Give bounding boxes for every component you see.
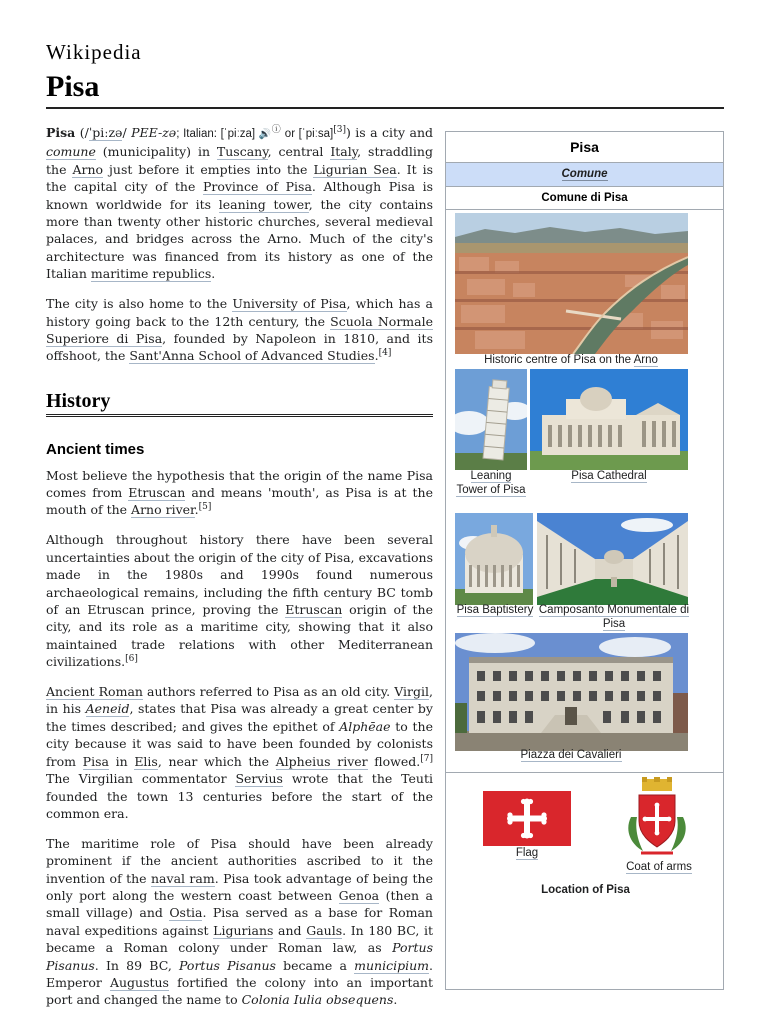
link-maritime-republics[interactable]: maritime republics [90,266,212,282]
link-arno-caption[interactable]: Arno [633,354,658,366]
infobox-official-name: Comune di Pisa [446,187,723,210]
link-alpheius-river[interactable]: Alpheius river [275,753,368,769]
camposanto-photo[interactable] [537,513,688,605]
infobox-title: Pisa [446,132,723,163]
intro-paragraph: Pisa (/ˈpiːzə/ PEE-zə; Italian: [ˈpiːza] 🔊ⓘ or [ˈpiːsa][3]) is a city and comune (municipality) in Tuscany, central Italy, straddling the Arno just before it empties into the Ligurian Sea. It is the capital city of the Province of Pisa. Although Pisa is known worldwide for its leaning tower, the city contains more than twenty other historic churches, several medieval palaces, and bridges across the Arno. Much of the city's architecture was financed from its history as one of the Italian maritime republics. [46,124,434,282]
link-ligurian-sea[interactable]: Ligurian Sea [313,161,397,177]
infobox [445,131,724,990]
piazza-cavalieri-image [455,633,688,751]
baptistery-photo[interactable] [455,513,533,605]
tower-photo[interactable] [455,369,527,470]
article-body [46,124,433,1021]
link-genoa[interactable]: Genoa [338,888,380,904]
link-flag-caption[interactable]: Flag [515,847,539,859]
cathedral-image [530,369,688,470]
link-leaning-tower-caption[interactable]: Leaning Tower of Pisa [456,470,526,496]
coat-of-arms-image[interactable] [623,777,691,859]
paragraph-name-origin: Most believe the hypothesis that the origin of the name Pisa comes from Etruscan and means 'mouth', as Pisa is at the mouth of the Arno river.[5] [46,467,433,518]
infobox-divider [446,772,723,773]
audio-info-icon[interactable]: ⓘ [271,124,282,135]
citation-5[interactable]: [5] [198,502,212,513]
link-augustus[interactable]: Augustus [109,975,169,991]
link-ligurians[interactable]: Ligurians [213,922,274,938]
link-comune-type[interactable]: Comune [561,168,608,180]
link-cathedral-caption[interactable]: Pisa Cathedral [571,470,647,482]
citation-6[interactable]: [6] [125,654,138,664]
paragraph-roman-authors: Ancient Roman authors referred to Pisa as an old city. Virgil, in his Aeneid, states that Pisa was already a great center by the times described; and gives the epithet of Alphēae to the city because it was said to have been founded by colonists from Pisa in Elis, near which the Alpheius river flowed.[7] The Virgilian commentator Servius wrote that the Teuti founded the town 13 centuries before the start of the common era. [46,684,433,821]
cavalieri-photo[interactable] [455,633,688,751]
leaning-tower-image [455,369,527,470]
baptistery-image [455,513,533,605]
link-gauls[interactable]: Gauls [306,922,343,938]
section-heading-history: History [46,393,433,417]
infobox-subtitle [446,163,723,187]
link-scuola-normale[interactable]: Scuola Normale Superiore di Pisa [46,313,433,346]
link-santanna-school[interactable]: Sant'Anna School of Advanced Studies [129,348,375,364]
page-title: Pisa [46,70,100,103]
link-virgil[interactable]: Virgil [394,684,430,700]
link-servius[interactable]: Servius [235,771,283,787]
link-coat-of-arms-caption[interactable]: Coat of arms [626,861,692,873]
cathedral-photo[interactable] [530,369,688,470]
caption-flag [483,847,571,861]
link-pisa-greece[interactable]: Pisa [82,753,109,769]
caption-coat-of-arms [614,861,704,875]
panorama-image [455,213,688,354]
panorama-photo[interactable] [455,213,688,354]
link-camposanto-caption[interactable]: Camposanto Monumentale di Pisa [538,604,690,630]
link-elis[interactable]: Elis [134,753,158,769]
link-italy[interactable]: Italy [330,144,358,160]
link-cavalieri-caption[interactable]: Piazza dei Cavalieri [520,749,622,761]
citation-3[interactable]: [3] [333,124,346,135]
link-etruscan[interactable]: Etruscan [128,485,186,500]
link-etruscan-2[interactable]: Etruscan [285,601,343,617]
flag-image[interactable] [483,791,571,846]
link-baptistery-caption[interactable]: Pisa Baptistery [456,604,534,616]
caption-baptistery [455,604,535,618]
caption-cavalieri [446,749,696,763]
link-arno[interactable]: Arno [72,161,104,177]
title-divider [46,107,724,109]
caption-tower [456,470,526,497]
citation-7[interactable]: [7] [420,753,433,764]
citation-4[interactable]: [4] [378,348,392,359]
coat-of-arms-emblem [623,777,691,859]
link-ostia[interactable]: Ostia [169,905,203,921]
caption-panorama: Historic centre of Pisa on the Arno [484,354,658,366]
link-tuscany[interactable]: Tuscany [216,144,268,160]
caption-camposanto [534,604,694,631]
link-naval-ram[interactable]: naval ram [151,870,215,886]
link-ancient-roman[interactable]: Ancient Roman [46,684,143,700]
paragraph-maritime-role: The maritime role of Pisa should have been already prominent if the ancient authorities ascribed to it the invention of the naval ram. Pisa took advantage of being the only port along the western coast between Genoa (then a small village) and Ostia. Pisa served as a base for Roman naval expeditions against Ligurians and Gauls. In 180 BC, it became a Roman colony under Roman law, as Portus Pisanus. In 89 BC, Portus Pisanus became a municipium. Emperor Augustus fortified the colony into an important port and changed the name to Colonia Iulia obsequens. [46,835,433,1008]
speaker-icon[interactable]: 🔊 [258,129,272,140]
link-university-of-pisa[interactable]: University of Pisa [232,296,347,312]
wikipedia-wordmark[interactable]: Wikipedia [46,40,142,64]
pisan-cross-flag [483,791,571,846]
paragraph-universities: The city is also home to the University of Pisa, which has a history going back to the 12th century, the Scuola Normale Superiore di Pisa, founded by Napoleon in 1810, and its offshoot, the Sant'Anna School of Advanced Studies.[4] [46,296,433,364]
link-municipium[interactable]: municipium [354,957,429,973]
caption-location: Location of Pisa [541,884,630,896]
lead-term: Pisa [46,125,76,140]
link-arno-river[interactable]: Arno river [131,502,195,518]
subsection-heading-ancient-times: Ancient times [46,441,145,459]
camposanto-image [537,513,688,605]
link-province-of-pisa[interactable]: Province of Pisa [202,179,312,195]
caption-cathedral [530,470,688,484]
paragraph-excavations: Although throughout history there have been several uncertainties about the origin of the city of Pisa, excavations made in the 1980s and 1990s found numerous archaeological remains, including the fifth century BC tomb of an Etruscan prince, proving the Etruscan origin of the city, and its role as a maritime city, showing that it also maintained trade relations with other Mediterranean civilizations.[6] [46,532,433,670]
ipa-pronunciation-link[interactable]: ˈpiːzə [88,125,123,140]
respelling: PEE-zə [131,125,177,140]
link-comune[interactable]: comune [46,144,96,160]
link-aeneid[interactable]: Aeneid [85,701,130,717]
link-leaning-tower[interactable]: leaning tower [218,196,309,212]
